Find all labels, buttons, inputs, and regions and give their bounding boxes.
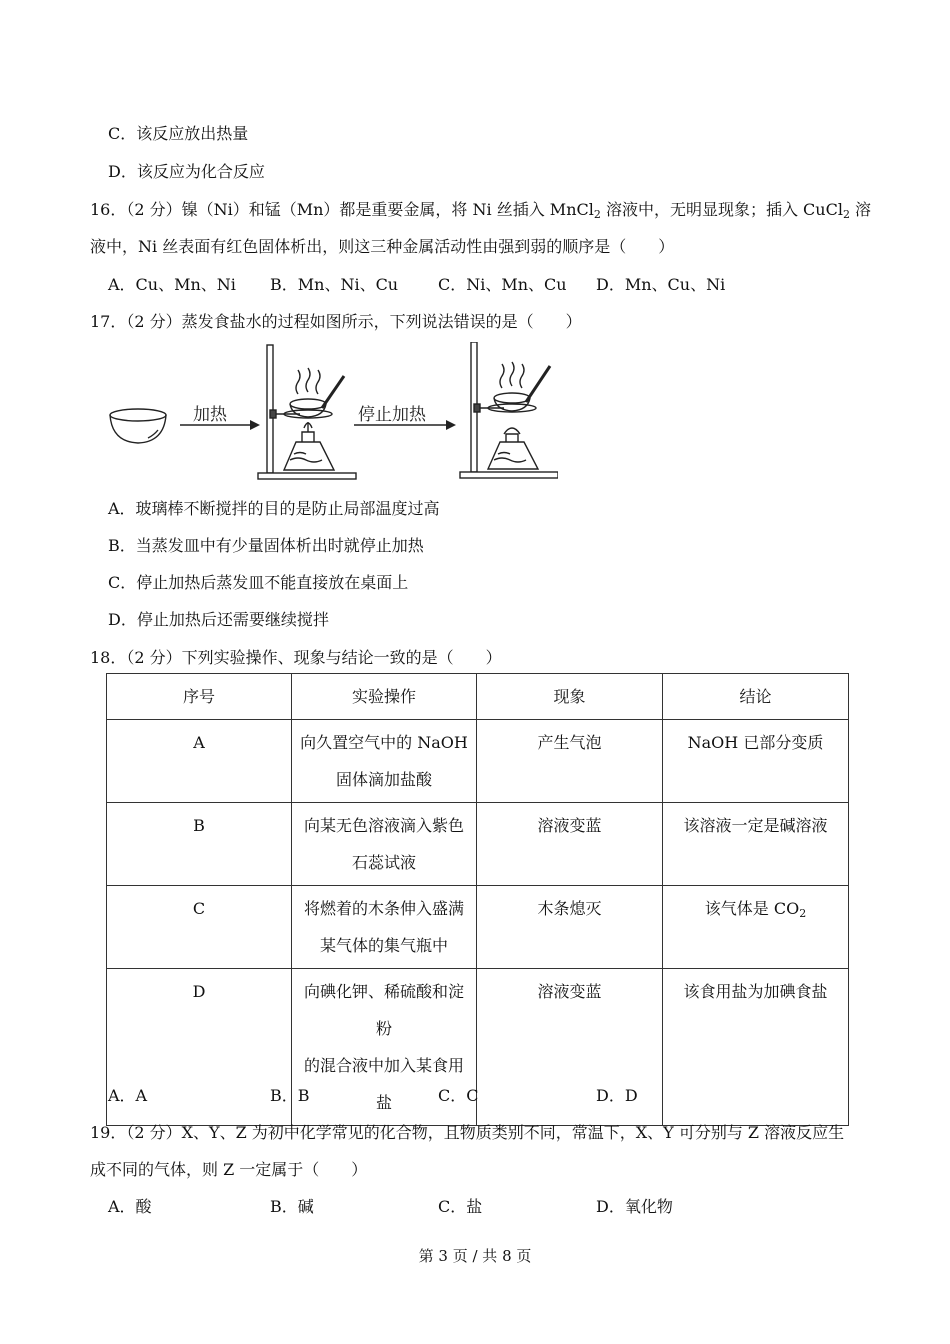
row-phenomenon: 木条熄灭 bbox=[477, 886, 663, 969]
q16-option-d: D．Mn、Cu、Ni bbox=[596, 275, 726, 294]
row-operation: 向久置空气中的 NaOH 固体滴加盐酸 bbox=[292, 720, 477, 803]
q16-stem-line2: 液中，Ni 丝表面有红色固体析出，则这三种金属活动性由强到弱的顺序是（ ） bbox=[90, 237, 675, 256]
q18-option-b: B．B bbox=[270, 1086, 310, 1105]
heat-arrow bbox=[180, 405, 260, 430]
table-header-row bbox=[107, 674, 849, 720]
q19-option-d: D．氧化物 bbox=[596, 1197, 673, 1216]
q16-stem-line1: 16．（2 分）镍（Ni）和锰（Mn）都是重要金属，将 Ni 丝插入 MnCl$_2$ 溶液中，无明显现象；插入 CuCl$_2$ 溶 bbox=[90, 200, 872, 221]
table-row bbox=[107, 720, 849, 803]
header-conclusion: 结论 bbox=[663, 674, 849, 720]
cooling-apparatus-icon bbox=[460, 342, 558, 478]
q18-option-d: D．D bbox=[596, 1086, 638, 1105]
q19-option-b: B．碱 bbox=[270, 1197, 314, 1216]
q16-option-c: C．Ni、Mn、Cu bbox=[438, 275, 567, 294]
stop-heating-arrow bbox=[354, 405, 456, 430]
q19-stem-line1: 19．（2 分）X、Y、Z 为初中化学常见的化合物，且物质类别不同，常温下，X、Y 可分别与 Z 溶液反应生 bbox=[90, 1123, 845, 1142]
row-id: A bbox=[107, 720, 292, 803]
row-operation: 向碘化钾、稀硫酸和淀粉 的混合液中加入某食用 盐 bbox=[292, 969, 477, 1126]
q19-stem-line2: 成不同的气体，则 Z 一定属于（ ） bbox=[90, 1160, 368, 1179]
experiment-table bbox=[106, 673, 849, 1126]
q17-option-d: D．停止加热后还需要继续搅拌 bbox=[108, 610, 329, 629]
q19-option-c: C．盐 bbox=[438, 1197, 483, 1216]
heat-arrow-label: 加热 bbox=[193, 405, 227, 425]
q19-options bbox=[108, 1194, 868, 1218]
row-id: B bbox=[107, 803, 292, 886]
q18-options bbox=[108, 1083, 868, 1107]
header-operation: 实验操作 bbox=[292, 674, 477, 720]
row-conclusion: 该食用盐为加碘食盐 bbox=[663, 969, 849, 1126]
row-id: C bbox=[107, 886, 292, 969]
row-conclusion: NaOH 已部分变质 bbox=[663, 720, 849, 803]
table-row bbox=[107, 803, 849, 886]
evaporation-figure bbox=[108, 342, 558, 482]
row-phenomenon: 溶液变蓝 bbox=[477, 803, 663, 886]
row-conclusion: 该气体是 $CO_2$ bbox=[663, 886, 849, 969]
q15-option-d: D．该反应为化合反应 bbox=[108, 162, 265, 181]
table-row bbox=[107, 886, 849, 969]
page-footer: 第 3 页 / 共 8 页 bbox=[418, 1247, 532, 1265]
header-phenomenon: 现象 bbox=[477, 674, 663, 720]
row-conclusion: 该溶液一定是碱溶液 bbox=[663, 803, 849, 886]
q16-option-a: A．Cu、Mn、Ni bbox=[108, 275, 236, 294]
q15-option-c: C．该反应放出热量 bbox=[108, 124, 249, 143]
q17-option-a: A．玻璃棒不断搅拌的目的是防止局部温度过高 bbox=[108, 499, 440, 518]
q18-option-c: C．C bbox=[438, 1086, 479, 1105]
evaporating-dish-icon bbox=[110, 409, 166, 443]
q17-stem: 17．（2 分）蒸发食盐水的过程如图所示，下列说法错误的是（ ） bbox=[90, 312, 582, 331]
q16-option-b: B．Mn、Ni、Cu bbox=[270, 275, 399, 294]
q18-option-a: A．A bbox=[108, 1086, 148, 1105]
row-phenomenon: 溶液变蓝 bbox=[477, 969, 663, 1126]
q16-options bbox=[108, 272, 868, 296]
stop-heating-arrow-label: 停止加热 bbox=[358, 405, 426, 425]
heating-apparatus-icon bbox=[258, 345, 356, 479]
q19-option-a: A．酸 bbox=[108, 1197, 152, 1216]
q18-stem: 18．（2 分）下列实验操作、现象与结论一致的是（ ） bbox=[90, 648, 502, 667]
row-id: D bbox=[107, 969, 292, 1126]
q17-option-c: C．停止加热后蒸发皿不能直接放在桌面上 bbox=[108, 573, 409, 592]
row-operation: 向某无色溶液滴入紫色 石蕊试液 bbox=[292, 803, 477, 886]
row-phenomenon: 产生气泡 bbox=[477, 720, 663, 803]
header-id: 序号 bbox=[107, 674, 292, 720]
row-operation: 将燃着的木条伸入盛满 某气体的集气瓶中 bbox=[292, 886, 477, 969]
q17-option-b: B．当蒸发皿中有少量固体析出时就停止加热 bbox=[108, 536, 424, 555]
